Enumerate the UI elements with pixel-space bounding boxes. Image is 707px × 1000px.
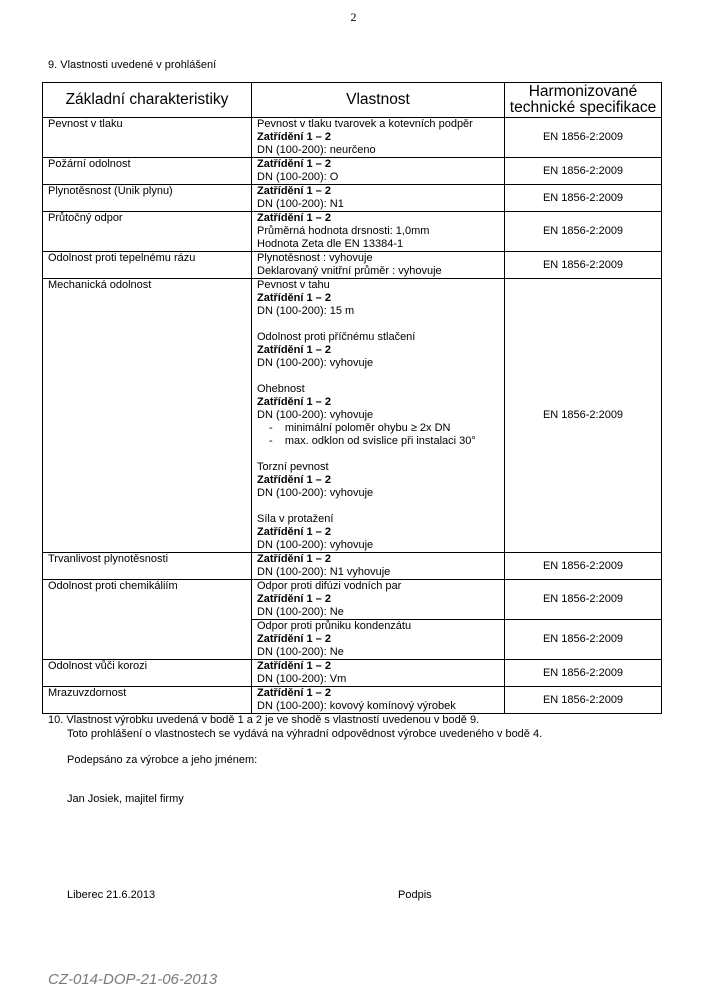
- spec-cell: EN 1856-2:2009: [505, 212, 662, 252]
- spec-cell: EN 1856-2:2009: [505, 620, 662, 660]
- property-line: DN (100-200): N1 vyhovuje: [257, 566, 391, 578]
- property-line: Zatřídění 1 – 2: [257, 292, 331, 304]
- spec-cell: EN 1856-2:2009: [505, 252, 662, 279]
- property-cell: [252, 660, 505, 687]
- spec-cell: EN 1856-2:2009: [505, 580, 662, 620]
- place-and-date: Liberec 21.6.2013: [67, 889, 156, 901]
- spec-cell: EN 1856-2:2009: [505, 553, 662, 580]
- property-line: Zatřídění 1 – 2: [257, 660, 331, 672]
- property-line: Odolnost proti příčnému stlačení: [257, 331, 416, 343]
- property-line: Zatřídění 1 – 2: [257, 185, 331, 197]
- characteristic-cell: Odolnost proti tepelnému rázu: [43, 252, 252, 279]
- header-harmonized-spec: Harmonizované technické specifikace: [505, 83, 662, 118]
- property-line: DN (100-200): 15 m: [257, 305, 355, 317]
- characteristic-cell: Pevnost v tlaku: [43, 118, 252, 158]
- characteristic-cell: Plynotěsnost (Únik plynu): [43, 185, 252, 212]
- property-line: - max. odklon od svislice při instalaci 30°: [269, 435, 476, 447]
- property-line: Síla v protažení: [257, 513, 334, 525]
- property-cell: [252, 687, 505, 714]
- property-cell: [252, 620, 505, 660]
- property-cell: [252, 185, 505, 212]
- property-line: Zatřídění 1 – 2: [257, 474, 331, 486]
- table-row: [43, 580, 662, 620]
- table-row: [43, 687, 662, 714]
- spec-cell: EN 1856-2:2009: [505, 660, 662, 687]
- property-line: Zatřídění 1 – 2: [257, 553, 331, 565]
- property-line: DN (100-200): vyhovuje: [257, 487, 374, 499]
- property-line: Torzní pevnost: [257, 461, 329, 473]
- property-line: DN (100-200): kovový komínový výrobek: [257, 700, 456, 712]
- property-cell: [252, 580, 505, 620]
- table-row: [43, 660, 662, 687]
- header-basic-characteristics: Základní charakteristiky: [43, 83, 252, 118]
- property-line: Deklarovaný vnitřní průměr : vyhovuje: [257, 265, 442, 277]
- property-line: Zatřídění 1 – 2: [257, 158, 331, 170]
- characteristic-cell: Odolnost proti chemikáliím: [43, 580, 252, 660]
- property-line: DN (100-200): O: [257, 171, 339, 183]
- table-header-row: [43, 83, 662, 118]
- characteristic-cell: Požární odolnost: [43, 158, 252, 185]
- table-row: [43, 553, 662, 580]
- section-10-line-2: Toto prohlášení o vlastnostech se vydává na výhradní odpovědnost výrobce uvedeného v bodě 4.: [67, 727, 543, 740]
- table-body: [43, 118, 662, 714]
- property-line: Plynotěsnost : vyhovuje: [257, 252, 373, 264]
- table-row: [43, 212, 662, 252]
- property-line: Zatřídění 1 – 2: [257, 396, 331, 408]
- section-10: [48, 714, 542, 806]
- characteristic-cell: Odolnost vůči korozi: [43, 660, 252, 687]
- header-property: Vlastnost: [252, 83, 505, 118]
- property-line: [257, 370, 499, 383]
- property-cell: [252, 252, 505, 279]
- property-cell: [252, 279, 505, 553]
- property-cell: [252, 553, 505, 580]
- property-line: DN (100-200): N1: [257, 198, 344, 210]
- page-number: 2: [350, 10, 357, 24]
- spec-cell: EN 1856-2:2009: [505, 185, 662, 212]
- spec-cell: EN 1856-2:2009: [505, 118, 662, 158]
- property-line: Odpor proti difúzi vodních par: [257, 580, 402, 592]
- property-line: Zatřídění 1 – 2: [257, 131, 331, 143]
- property-line: DN (100-200): Ne: [257, 606, 344, 618]
- property-cell: [252, 118, 505, 158]
- property-line: Hodnota Zeta dle EN 13384-1: [257, 238, 404, 250]
- characteristic-cell: Mrazuvzdornost: [43, 687, 252, 714]
- property-line: DN (100-200): vyhovuje: [257, 539, 374, 551]
- property-line: Zatřídění 1 – 2: [257, 212, 331, 224]
- property-line: Pevnost v tlaku tvarovek a kotevních podpěr: [257, 118, 473, 130]
- property-line: Odpor proti průniku kondenzátu: [257, 620, 412, 632]
- properties-table: [42, 82, 662, 714]
- table-row: [43, 279, 662, 553]
- property-line: Zatřídění 1 – 2: [257, 344, 331, 356]
- property-line: Zatřídění 1 – 2: [257, 593, 331, 605]
- property-line: [257, 318, 499, 331]
- property-line: Ohebnost: [257, 383, 305, 395]
- spec-cell: EN 1856-2:2009: [505, 687, 662, 714]
- property-line: Pevnost v tahu: [257, 279, 330, 291]
- property-cell: [252, 212, 505, 252]
- property-line: DN (100-200): vyhovuje: [257, 357, 374, 369]
- signed-for-text: Podepsáno za výrobce a jeho jménem:: [67, 754, 258, 766]
- table-row: [43, 118, 662, 158]
- property-line: - minimální poloměr ohybu ≥ 2x DN: [269, 422, 451, 434]
- property-line: Zatřídění 1 – 2: [257, 633, 331, 645]
- signature-label: Podpis: [398, 889, 432, 901]
- section-9-heading: 9. Vlastnosti uvedené v prohlášení: [48, 59, 217, 71]
- document-code: CZ-014-DOP-21-06-2013: [48, 971, 218, 988]
- signatory-name: Jan Josiek, majitel firmy: [67, 792, 184, 805]
- section-10-line-1: 10. Vlastnost výrobku uvedená v bodě 1 a 2 je ve shodě s vlastností uvedenou v bodě 9.: [48, 714, 480, 726]
- spec-cell: EN 1856-2:2009: [505, 158, 662, 185]
- property-line: [257, 448, 499, 461]
- table-row: [43, 158, 662, 185]
- property-cell: [252, 158, 505, 185]
- property-line: DN (100-200): neurčeno: [257, 144, 376, 156]
- characteristic-cell: Trvanlivost plynotěsnosti: [43, 553, 252, 580]
- property-line: Zatřídění 1 – 2: [257, 526, 331, 538]
- property-line: DN (100-200): Ne: [257, 646, 344, 658]
- spec-cell: EN 1856-2:2009: [505, 279, 662, 553]
- table-row: [43, 185, 662, 212]
- characteristic-cell: Průtočný odpor: [43, 212, 252, 252]
- property-line: Zatřídění 1 – 2: [257, 687, 331, 699]
- property-line: [257, 500, 499, 513]
- characteristic-cell: Mechanická odolnost: [43, 279, 252, 553]
- table-row: [43, 252, 662, 279]
- property-line: Průměrná hodnota drsnosti: 1,0mm: [257, 225, 430, 237]
- property-line: DN (100-200): Vm: [257, 673, 347, 685]
- property-line: DN (100-200): vyhovuje: [257, 409, 374, 421]
